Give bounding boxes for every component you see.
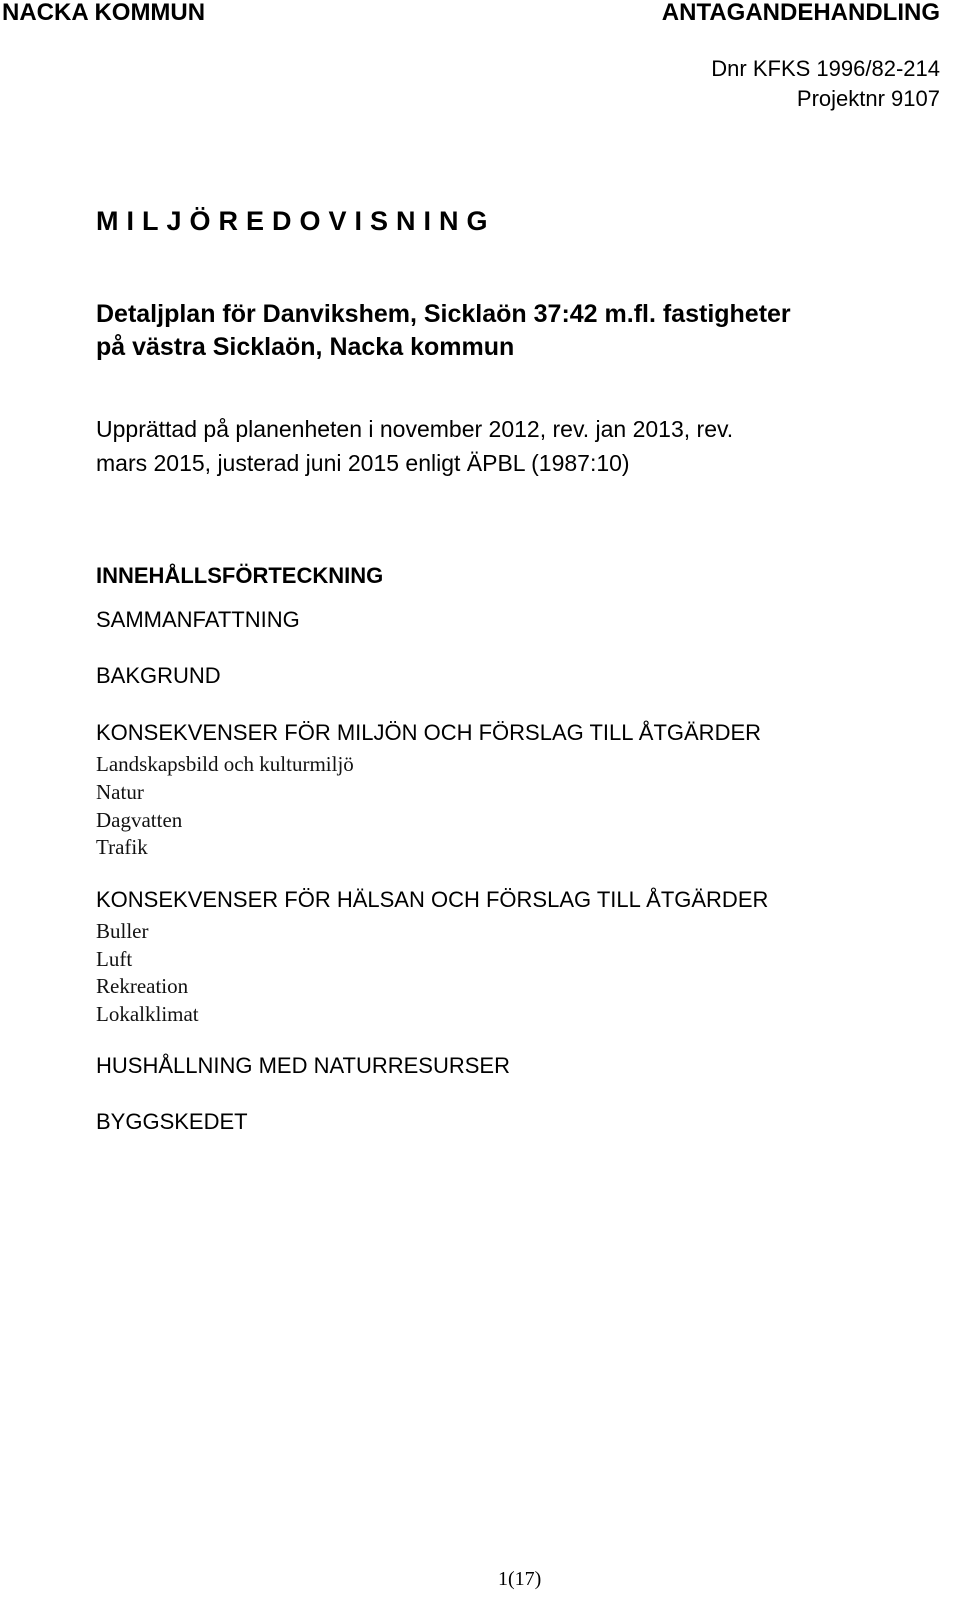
prepared-line-1: Upprättad på planenheten i november 2012, rev. jan 2013, rev.: [96, 416, 734, 442]
subtitle-line-1: Detaljplan för Danvikshem, Sicklaön 37:42 m.fl. fastigheter: [96, 300, 791, 328]
reference-project-number: Projektnr 9107: [796, 86, 940, 111]
page-number: 1(17): [498, 1568, 542, 1590]
toc-item-rekreation: Rekreation: [96, 974, 189, 998]
toc-item-luft: Luft: [96, 947, 133, 971]
prepared-line-2: mars 2015, justerad juni 2015 enligt ÄPBL (1987:10): [96, 450, 630, 476]
toc-item-buller: Buller: [96, 919, 149, 943]
toc-item-dagvatten: Dagvatten: [96, 808, 183, 832]
document-title: MILJÖREDOVISNING: [96, 206, 496, 236]
toc-item-lokalklimat: Lokalklimat: [96, 1002, 199, 1026]
toc-section-hushallning: HUSHÅLLNING MED NATURRESURSER: [96, 1053, 510, 1078]
toc-section-byggskedet: BYGGSKEDET: [96, 1109, 248, 1134]
toc-item-landskapsbild: Landskapsbild och kulturmiljö: [96, 752, 354, 776]
toc-item-trafik: Trafik: [96, 835, 148, 859]
reference-dnr: Dnr KFKS 1996/82-214: [711, 56, 940, 81]
header-municipality: NACKA KOMMUN: [2, 0, 206, 26]
toc-item-natur: Natur: [96, 780, 144, 804]
prepared-note: [96, 412, 916, 480]
toc-section-konsekvenser-halsan: KONSEKVENSER FÖR HÄLSAN OCH FÖRSLAG TILL ÅTGÄRDER: [96, 887, 769, 912]
header-document-status: ANTAGANDEHANDLING: [661, 0, 940, 26]
toc-section-konsekvenser-miljon: KONSEKVENSER FÖR MILJÖN OCH FÖRSLAG TILL ÅTGÄRDER: [96, 720, 762, 745]
toc-section-sammanfattning: SAMMANFATTNING: [96, 607, 300, 632]
subtitle-line-2: på västra Sicklaön, Nacka kommun: [96, 333, 515, 361]
toc-heading: INNEHÅLLSFÖRTECKNING: [96, 563, 384, 588]
toc-section-bakgrund: BAKGRUND: [96, 663, 221, 688]
document-subtitle: [96, 298, 791, 364]
